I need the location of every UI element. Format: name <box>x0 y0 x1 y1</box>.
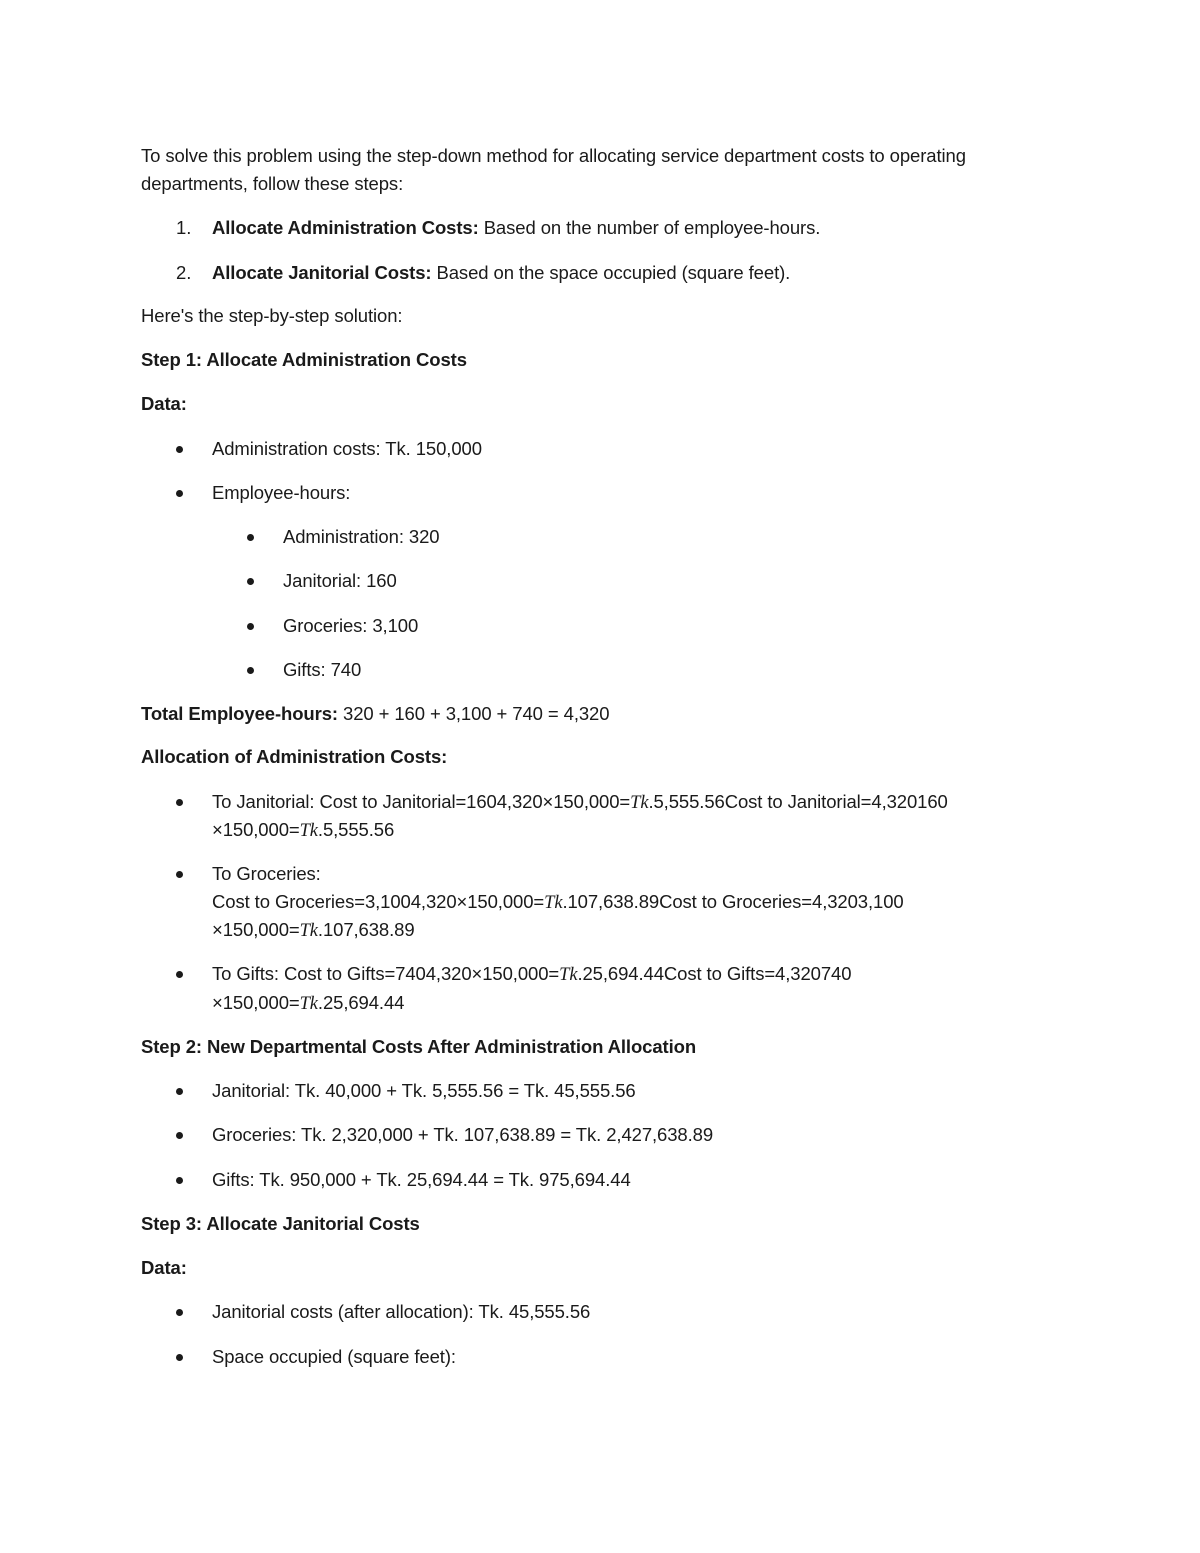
bullet-icon <box>176 1309 183 1316</box>
alloc-groceries-line2-post: .107,638.89 <box>317 919 415 940</box>
alloc-janitorial-line2-tk: Tk <box>299 821 318 841</box>
bullet-icon <box>176 446 183 453</box>
alloc-janitorial-line-1 <box>212 788 948 817</box>
step1-data-label: Data: <box>141 393 187 414</box>
alloc-gifts-pre: To Gifts: Cost to Gifts=7404,320×150,000= <box>212 963 560 984</box>
alloc-janitorial-tk: Tk <box>630 793 649 813</box>
bullet-icon <box>247 623 254 630</box>
bullet-icon <box>247 667 254 674</box>
hours-gifts: Gifts: 740 <box>283 659 362 680</box>
alloc-janitorial-line2-post: .5,555.56 <box>317 819 395 840</box>
bullet-icon <box>176 1354 183 1361</box>
alloc-groceries-line-2 <box>212 916 415 945</box>
step2-heading: Step 2: New Departmental Costs After Administration Allocation <box>141 1036 697 1057</box>
hours-groceries: Groceries: 3,100 <box>283 615 419 636</box>
bullet-icon <box>247 534 254 541</box>
bullet-icon <box>176 1088 183 1095</box>
alloc-gifts-post: .25,694.44Cost to Gifts=4,320740 <box>577 963 852 984</box>
bullet-icon <box>176 1177 183 1184</box>
alloc-groceries-line-1 <box>212 888 904 917</box>
intro-line-2: departments, follow these steps: <box>141 173 404 194</box>
admin-costs-item: Administration costs: Tk. 150,000 <box>212 438 482 459</box>
alloc-groceries-pre: Cost to Groceries=3,1004,320×150,000= <box>212 891 545 912</box>
bullet-icon <box>176 971 183 978</box>
bullet-icon <box>176 490 183 497</box>
numbered-step-1-text: Based on the number of employee-hours. <box>478 217 821 238</box>
step1-heading: Step 1: Allocate Administration Costs <box>141 349 467 370</box>
numbered-step-2 <box>212 259 790 287</box>
bullet-icon <box>176 799 183 806</box>
alloc-janitorial-line2-pre: ×150,000= <box>212 819 300 840</box>
bullet-icon <box>247 578 254 585</box>
solution-intro: Here's the step-by-step solution: <box>141 305 403 326</box>
alloc-gifts-line-1 <box>212 960 851 989</box>
employee-hours-label: Employee-hours: <box>212 482 351 503</box>
alloc-janitorial-post: .5,555.56Cost to Janitorial=4,320160 <box>648 791 948 812</box>
alloc-gifts-tk: Tk <box>559 965 578 985</box>
alloc-groceries-line2-pre: ×150,000= <box>212 919 300 940</box>
bullet-icon <box>176 871 183 878</box>
step3-heading: Step 3: Allocate Janitorial Costs <box>141 1213 420 1234</box>
step-number-1: 1. <box>176 217 192 238</box>
alloc-janitorial-pre: To Janitorial: Cost to Janitorial=1604,320×150,000= <box>212 791 631 812</box>
hours-administration: Administration: 320 <box>283 526 440 547</box>
numbered-step-2-label: Allocate Janitorial Costs: <box>212 262 432 283</box>
alloc-gifts-line2-post: .25,694.44 <box>317 992 405 1013</box>
alloc-janitorial-line-2 <box>212 816 394 845</box>
step3-space-occupied: Space occupied (square feet): <box>212 1346 456 1367</box>
step3-janitorial-costs: Janitorial costs (after allocation): Tk. 45,555.56 <box>212 1301 591 1322</box>
bullet-icon <box>176 1132 183 1139</box>
alloc-groceries-tk: Tk <box>544 893 563 913</box>
intro-line-1: To solve this problem using the step-down method for allocating service department costs to operating <box>141 145 966 166</box>
step3-data-label: Data: <box>141 1257 187 1278</box>
alloc-gifts-line-2 <box>212 989 404 1018</box>
alloc-groceries-label: To Groceries: <box>212 863 321 884</box>
alloc-groceries-line2-tk: Tk <box>299 921 318 941</box>
total-employee-hours <box>141 700 609 728</box>
alloc-groceries-post: .107,638.89Cost to Groceries=4,3203,100 <box>562 891 904 912</box>
total-employee-hours-value: 320 + 160 + 3,100 + 740 = 4,320 <box>337 703 610 724</box>
step2-gifts: Gifts: Tk. 950,000 + Tk. 25,694.44 = Tk. 975,694.44 <box>212 1169 631 1190</box>
step2-groceries: Groceries: Tk. 2,320,000 + Tk. 107,638.89 = Tk. 2,427,638.89 <box>212 1124 714 1145</box>
hours-janitorial: Janitorial: 160 <box>283 570 397 591</box>
numbered-step-1-label: Allocate Administration Costs: <box>212 217 479 238</box>
allocation-heading: Allocation of Administration Costs: <box>141 746 448 767</box>
numbered-step-1 <box>212 214 820 242</box>
alloc-gifts-line2-tk: Tk <box>299 994 318 1014</box>
total-employee-hours-label: Total Employee-hours: <box>141 703 338 724</box>
step2-janitorial: Janitorial: Tk. 40,000 + Tk. 5,555.56 = Tk. 45,555.56 <box>212 1080 636 1101</box>
step-number-2: 2. <box>176 262 192 283</box>
numbered-step-2-text: Based on the space occupied (square feet). <box>431 262 791 283</box>
alloc-gifts-line2-pre: ×150,000= <box>212 992 300 1013</box>
